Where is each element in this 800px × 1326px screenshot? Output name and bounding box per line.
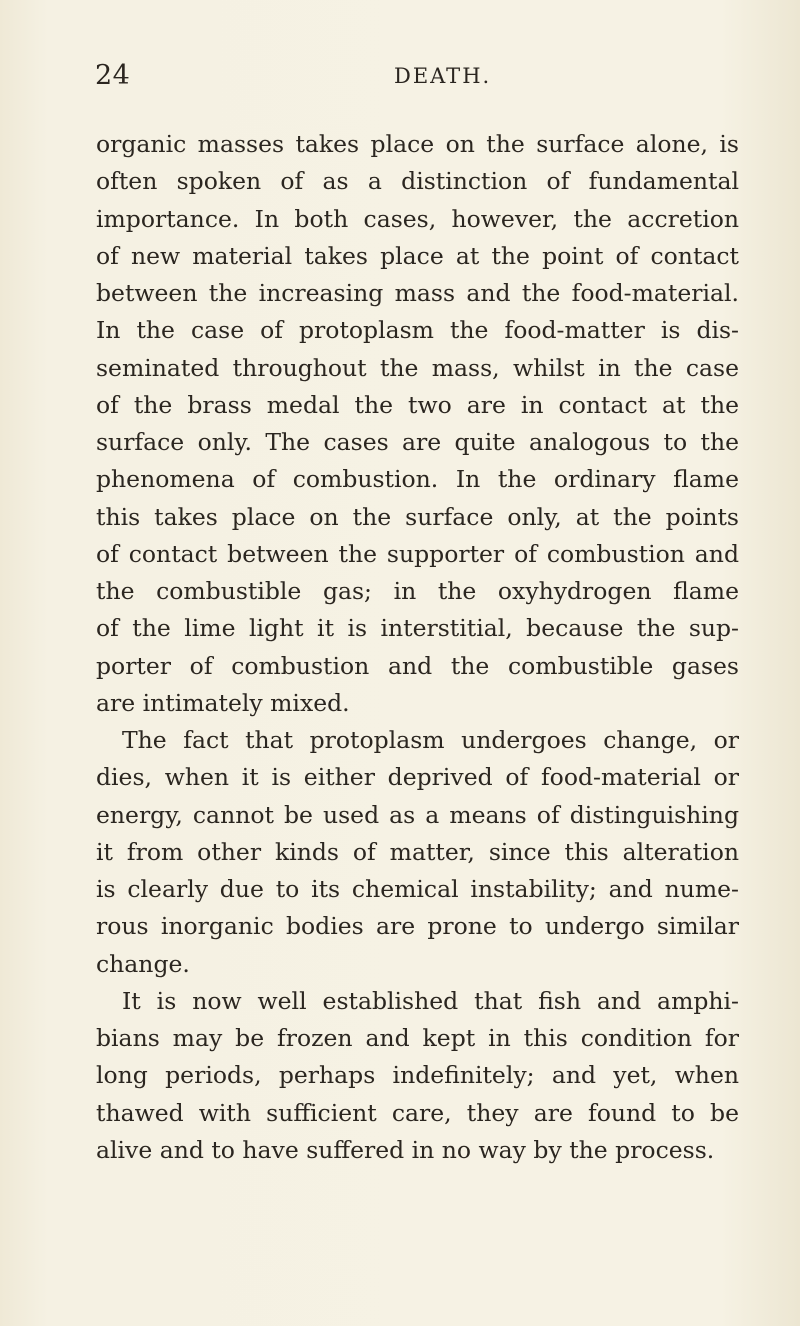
text-line: It is now well established that fish and amphi- bbox=[122, 986, 739, 1015]
text-line: In the case of protoplasm the food-matter is dis- bbox=[96, 316, 739, 345]
text-line: of the lime light it is interstitial, because the sup- bbox=[96, 614, 739, 643]
text-line: is clearly due to its chemical instability; and nume- bbox=[96, 875, 739, 903]
text-line: dies, when it is either deprived of food-material or bbox=[96, 763, 739, 792]
text-line: it from other kinds of matter, since this alteration bbox=[96, 837, 739, 866]
paragraph-3 bbox=[96, 983, 739, 1169]
body-text bbox=[96, 126, 739, 1169]
text-line: organic masses takes place on the surface alone, is bbox=[96, 130, 739, 158]
text-line: this takes place on the surface only, at the points bbox=[96, 502, 739, 531]
text-line: porter of combustion and the combustible gases bbox=[96, 651, 739, 680]
text-line: the combustible gas; in the oxyhydrogen flame bbox=[96, 577, 739, 605]
text-line: energy, cannot be used as a means of distinguishing bbox=[96, 800, 739, 829]
page-number: 24 bbox=[95, 60, 131, 91]
text-line: of the brass medal the two are in contact at the bbox=[96, 390, 739, 419]
text-line: The fact that protoplasm undergoes change, or bbox=[122, 726, 739, 754]
text-line: of contact between the supporter of combustion and bbox=[96, 539, 739, 568]
text-line: alive and to have suffered in no way by the process. bbox=[96, 1135, 715, 1164]
text-line: change. bbox=[96, 949, 190, 978]
text-line: seminated throughout the mass, whilst in the case bbox=[96, 353, 739, 382]
page-header bbox=[0, 60, 800, 100]
text-line: between the increasing mass and the food-material. bbox=[96, 279, 739, 307]
text-line: rous inorganic bodies are prone to undergo similar bbox=[96, 912, 739, 941]
paragraph-1 bbox=[96, 126, 739, 722]
text-line: long periods, perhaps indefinitely; and yet, when bbox=[96, 1061, 739, 1090]
text-line: importance. In both cases, however, the accretion bbox=[96, 204, 739, 233]
text-line: often spoken of as a distinction of fundamental bbox=[96, 167, 739, 196]
paragraph-2 bbox=[96, 722, 739, 983]
text-line: surface only. The cases are quite analogous to the bbox=[96, 428, 739, 456]
text-line: phenomena of combustion. In the ordinary flame bbox=[96, 465, 739, 494]
text-line: are intimately mixed. bbox=[96, 688, 350, 717]
text-line: bians may be frozen and kept in this condition for bbox=[96, 1024, 739, 1052]
text-line: of new material takes place at the point of contact bbox=[96, 241, 739, 270]
running-title: DEATH. bbox=[394, 64, 492, 88]
text-line: thawed with sufficient care, they are found to be bbox=[96, 1098, 739, 1127]
